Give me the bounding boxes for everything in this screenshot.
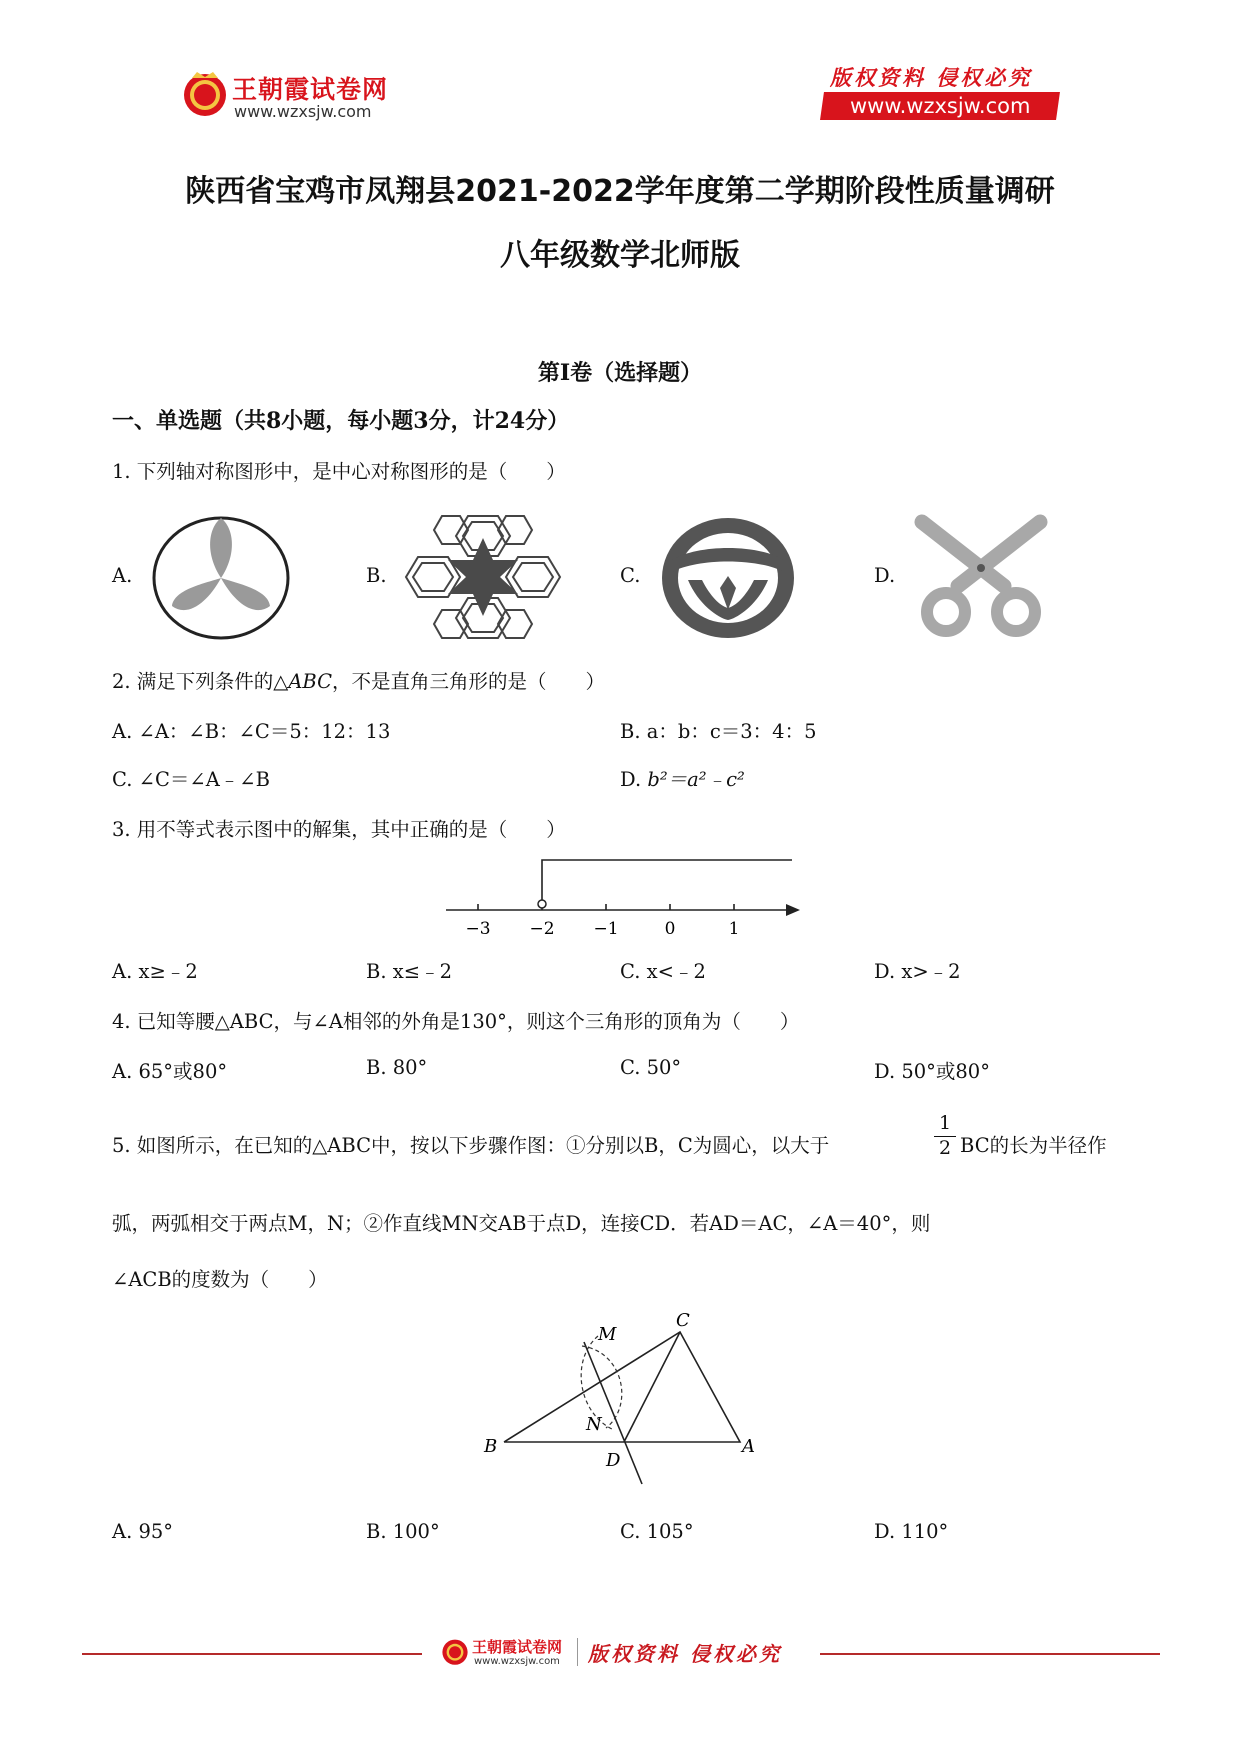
- q4-option-c[interactable]: C. 50°: [620, 1056, 682, 1079]
- section-heading: 一、单选题（共8小题，每小题3分，计24分）: [112, 408, 570, 434]
- q2-stem-a: 2. 满足下列条件的△: [112, 670, 289, 693]
- q5-option-a[interactable]: A. 95°: [112, 1520, 174, 1543]
- q3-solution-ray: [542, 860, 792, 904]
- q1-figure-c-emblem-icon: [658, 514, 798, 642]
- q5-line3: ∠ACB的度数为（ ）: [112, 1268, 328, 1291]
- q2-stem-b: ，不是直角三角形的是（ ）: [332, 670, 606, 693]
- q1-label-a: A.: [112, 564, 133, 587]
- footer-logo-url: www.wzxsjw.com: [474, 1656, 560, 1667]
- q5-option-c[interactable]: C. 105°: [620, 1520, 694, 1543]
- q5-fraction-denominator: 2: [938, 1137, 952, 1159]
- q5-fraction-numerator: 1: [938, 1112, 952, 1134]
- q2-option-d[interactable]: [620, 764, 745, 792]
- q3-axis-arrow-icon: [786, 904, 800, 916]
- q3-open-circle: [538, 900, 546, 908]
- q3-option-c[interactable]: C. x<﹣2: [620, 960, 706, 983]
- page-title: 陕西省宝鸡市凤翔县2021-2022学年度第二学期阶段性质量调研: [185, 174, 1055, 209]
- logo-name: 王朝霞试卷网: [232, 75, 389, 104]
- q3-number-line: [446, 858, 800, 940]
- q3-option-b[interactable]: B. x≤﹣2: [366, 960, 452, 983]
- q3-stem: 3. 用不等式表示图中的解集，其中正确的是（ ）: [112, 818, 566, 841]
- q2-option-d-label: D.: [620, 768, 648, 791]
- q1-label-c: C.: [620, 564, 641, 587]
- q1-label-b: B.: [366, 564, 387, 587]
- q5-segment-cd: [624, 1332, 680, 1442]
- header-logo[interactable]: [180, 66, 410, 126]
- header-url-badge[interactable]: [820, 92, 1060, 120]
- q5-line1-a: 5. 如图所示，在已知的△ABC中，按以下步骤作图：①分别以B，C为圆心，以大于: [112, 1134, 830, 1157]
- q4-stem: 4. 已知等腰△ABC，与∠A相邻的外角是130°，则这个三角形的顶角为（ ）: [112, 1010, 800, 1033]
- q4-option-d[interactable]: D. 50°或80°: [874, 1060, 990, 1083]
- q5-fraction: [934, 1112, 956, 1159]
- q1-figure-a-petals-icon: [150, 514, 292, 642]
- q5-label-b: B: [484, 1436, 498, 1457]
- q2-option-b[interactable]: B. a：b：c＝3：4：5: [620, 720, 817, 743]
- q1-label-d: D.: [874, 564, 896, 587]
- logo-url: www.wzxsjw.com: [234, 102, 372, 121]
- footer-logo-name: 王朝霞试卷网: [472, 1638, 563, 1656]
- q1-figure-b-hexagon-star-icon: [402, 512, 564, 642]
- q3-tick-label: 1: [728, 919, 740, 939]
- q5-label-n: N: [586, 1414, 602, 1435]
- footer-separator: [577, 1638, 578, 1666]
- q5-option-b[interactable]: B. 100°: [366, 1520, 440, 1543]
- q3-option-a[interactable]: A. x≥﹣2: [112, 960, 198, 983]
- q5-label-c: C: [676, 1310, 690, 1331]
- q4-option-a[interactable]: A. 65°或80°: [112, 1060, 228, 1083]
- q2-stem: [112, 666, 605, 694]
- q3-tick-label: −3: [465, 919, 491, 939]
- q5-label-d: D: [606, 1450, 621, 1471]
- q4-option-b[interactable]: B. 80°: [366, 1056, 428, 1079]
- q5-line2: 弧，两弧相交于两点M，N；②作直线MN交AB于点D，连接CD．若AD＝AC，∠A＝40°，则: [112, 1212, 931, 1235]
- footer-divider-left: [82, 1653, 422, 1655]
- q5-option-d[interactable]: D. 110°: [874, 1520, 949, 1543]
- header-url-text: www.wzxsjw.com: [849, 94, 1031, 118]
- q3-tick-label: −2: [529, 919, 555, 939]
- q3-tick-label: 0: [664, 919, 676, 939]
- q5-label-a: A: [742, 1436, 755, 1457]
- footer-brand[interactable]: [440, 1634, 800, 1674]
- q2-stem-var: ABC: [288, 670, 333, 693]
- q5-line1-b: BC的长为半径作: [960, 1134, 1107, 1157]
- q3-tick-label: −1: [593, 919, 619, 939]
- footer-copyright: 版权资料 侵权必究: [588, 1642, 782, 1666]
- q1-stem: 1. 下列轴对称图形中，是中心对称图形的是（ ）: [112, 460, 566, 483]
- page-subtitle: 八年级数学北师版: [500, 238, 740, 273]
- q3-option-d[interactable]: D. x>﹣2: [874, 960, 961, 983]
- q5-label-m: M: [598, 1324, 617, 1345]
- volume-heading: 第I卷（选择题）: [537, 360, 703, 386]
- q2-option-d-expr: b²＝a²﹣c²: [647, 768, 745, 791]
- q2-option-a[interactable]: A. ∠A：∠B：∠C＝5：12：13: [112, 720, 391, 743]
- copyright-notice: 版权资料 侵权必究: [830, 65, 1033, 90]
- q1-figure-d-scissors-icon: [908, 514, 1054, 642]
- logo-badge-icon: [180, 68, 230, 118]
- footer-divider-right: [820, 1653, 1160, 1655]
- footer-logo-badge-icon: [440, 1636, 470, 1666]
- q5-triangle: [504, 1332, 740, 1442]
- q5-geometry-figure: [474, 1306, 764, 1492]
- q2-option-c[interactable]: C. ∠C＝∠A﹣∠B: [112, 768, 270, 791]
